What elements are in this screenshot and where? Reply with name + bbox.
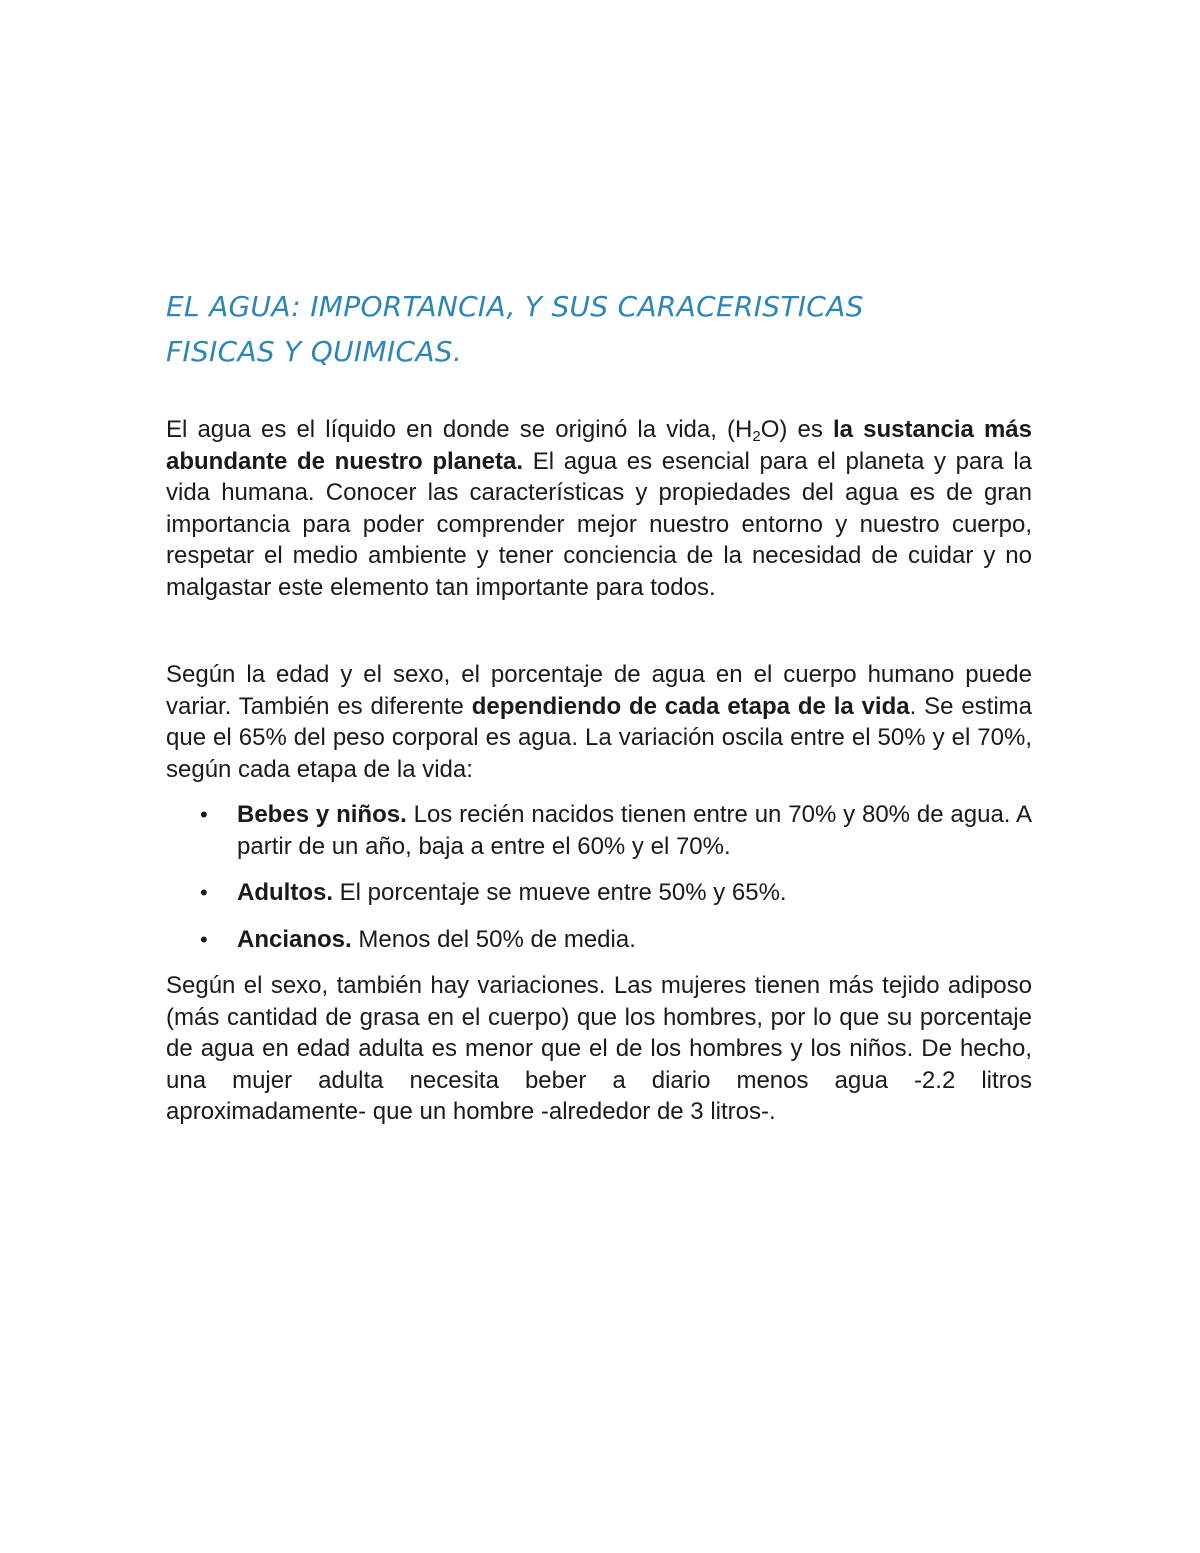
sex-paragraph: Según el sexo, también hay variaciones. Las mujeres tienen más tejido adiposo (más cantidad de grasa en el cuerpo) que los hombres, por lo que su porcentaje de agua en edad adulta es menor que el de los hombres y los niños. De hecho, una mujer adulta necesita beber a diario menos agua -2.2 litros aproximadamente- que un hombre -alrededor de 3 litros-. (166, 972, 1032, 1125)
list-item-bold: Ancianos. (237, 925, 352, 953)
list-item (166, 924, 1032, 956)
intro-bold: la sustancia más abundante de nuestro planeta. (166, 416, 1033, 475)
list-item (166, 877, 1032, 909)
document-title (166, 284, 1032, 374)
intro-text-2: O) es (760, 416, 833, 443)
bullet-icon: • (200, 880, 208, 905)
age-text-1: Según la edad y el sexo, el porcentaje de agua en el cuerpo humano puede variar. También es diferente (166, 661, 1032, 720)
title-line-1: EL AGUA: IMPORTANCIA, Y SUS CARACERISTICAS (166, 290, 864, 323)
title-line-2: FISICAS Y QUIMICAS. (166, 335, 463, 368)
bullet-icon: • (200, 926, 208, 952)
intro-text-1: El agua es el líquido en donde se originó la vida, (H (166, 416, 753, 443)
list-item-text: Los recién nacidos tienen entre un 70% y 80% de agua. A partir de un año, baja a entre el 60% y el 70%. (237, 801, 1032, 860)
intro-text-3: El agua es esencial para el planeta y para la vida humana. Conocer las características y propiedades del agua es de gran importancia para poder comprender mejor nuestro entorno y nuestro cuerpo, respetar el medio ambiente y tener conciencia de la necesidad de cuidar y no malgastar este elemento tan importante para todos. (166, 447, 1033, 601)
list-item-bold: Adultos. (237, 879, 333, 906)
age-bold: dependiendo de cada etapa de la vida (471, 692, 910, 720)
age-list (166, 799, 1032, 955)
list-item-text: El porcentaje se mueve entre 50% y 65%. (333, 879, 787, 906)
bullet-icon: • (200, 802, 208, 827)
subscript-2: 2 (752, 428, 761, 445)
list-item-text: Menos del 50% de media. (351, 925, 636, 953)
intro-paragraph (166, 414, 1032, 603)
list-item-bold: Bebes y niños. (237, 801, 407, 828)
age-text-2: . Se estima que el 65% del peso corporal es agua. La variación oscila entre el 50% y el 70%, según cada etapa de la vida: (166, 692, 1033, 783)
list-item (166, 799, 1032, 862)
document-page (166, 284, 1032, 1128)
age-paragraph (166, 659, 1032, 785)
